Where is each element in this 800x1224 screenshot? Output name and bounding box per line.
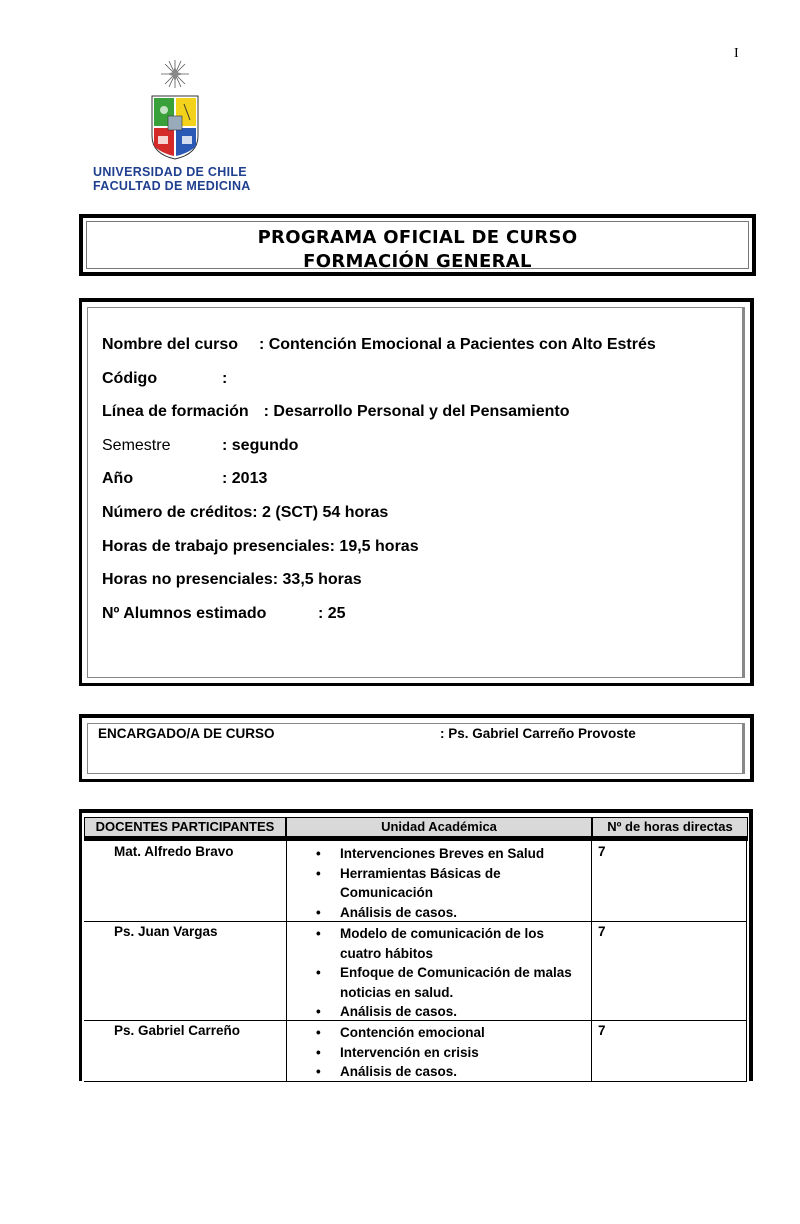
course-manager-box [79, 714, 754, 782]
students-label: Nº Alumnos estimado [102, 605, 267, 622]
table-row-3-docente: Ps. Gabriel Carreño [114, 1023, 241, 1038]
course-name-value: : Contención Emocional a Pacientes con Alto Estrés [258, 336, 656, 353]
students-value: : 25 [318, 605, 346, 622]
table-row-3-units [316, 1023, 586, 1082]
course-code-row [102, 370, 228, 388]
in-person-hours-row: Horas de trabajo presenciales: 19,5 horas [102, 538, 419, 555]
list-item: • Análisis de casos. [316, 1064, 458, 1079]
teachers-table [84, 814, 748, 1082]
semester-row [102, 437, 299, 455]
table-row-1-units [316, 844, 586, 922]
title-line-2: FORMACIÓN GENERAL [303, 251, 532, 272]
list-item: • Intervenciones Breves en Salud [316, 846, 545, 861]
course-manager-value: : Ps. Gabriel Carreño Provoste [440, 726, 636, 741]
table-row-3-horas: 7 [598, 1023, 606, 1038]
year-row [102, 470, 268, 488]
course-line-value: : Desarrollo Personal y del Pensamiento [263, 403, 570, 420]
semester-value: : segundo [222, 437, 299, 454]
university-coat-of-arms [146, 58, 204, 162]
university-line-1: UNIVERSIDAD DE CHILE [93, 165, 247, 179]
table-row-1-docente: Mat. Alfredo Bravo [114, 844, 234, 859]
list-item: • Intervención en crisis [316, 1044, 479, 1060]
header-docentes: DOCENTES PARTICIPANTES [84, 817, 286, 837]
course-manager-label: ENCARGADO/A DE CURSO [98, 726, 275, 741]
list-item: • Contención emocional [316, 1025, 485, 1040]
list-item: • Análisis de casos. [316, 1004, 458, 1019]
year-value: : 2013 [222, 470, 268, 487]
table-row-2-units [316, 924, 582, 1022]
course-name-row [102, 336, 656, 354]
list-item: • Herramientas Básicas de Comunicación [316, 865, 501, 900]
course-code-value: : [222, 370, 228, 387]
list-item: • Modelo de comunicación de los cuatro hábitos [316, 926, 545, 961]
list-item: • Enfoque de Comunicación de malas noticias en salud. [316, 965, 572, 1000]
course-line-label: Línea de formación [102, 403, 249, 420]
credits-row: Número de créditos: 2 (SCT) 54 horas [102, 504, 389, 521]
table-row-2-docente: Ps. Juan Vargas [114, 924, 218, 939]
table-row-2-horas: 7 [598, 924, 606, 939]
table-row-1-horas: 7 [598, 844, 606, 859]
course-name-label: Nombre del curso [102, 336, 239, 353]
star-icon [161, 60, 189, 88]
course-code-label: Código [102, 370, 158, 387]
university-line-2: FACULTAD DE MEDICINA [93, 179, 251, 193]
title-line-1: PROGRAMA OFICIAL DE CURSO [257, 227, 578, 248]
remote-hours-row: Horas no presenciales: 33,5 horas [102, 571, 362, 588]
year-label: Año [102, 470, 134, 487]
header-horas: Nº de horas directas [592, 817, 748, 837]
list-item: • Análisis de casos. [316, 904, 458, 920]
header-unidad: Unidad Académica [286, 817, 592, 837]
university-name [93, 165, 293, 193]
course-line-row [102, 403, 570, 421]
course-info-box [79, 298, 754, 686]
students-row [102, 605, 346, 623]
title-box [79, 214, 756, 276]
page-number: I [734, 46, 739, 61]
semester-label: Semestre [102, 437, 171, 454]
